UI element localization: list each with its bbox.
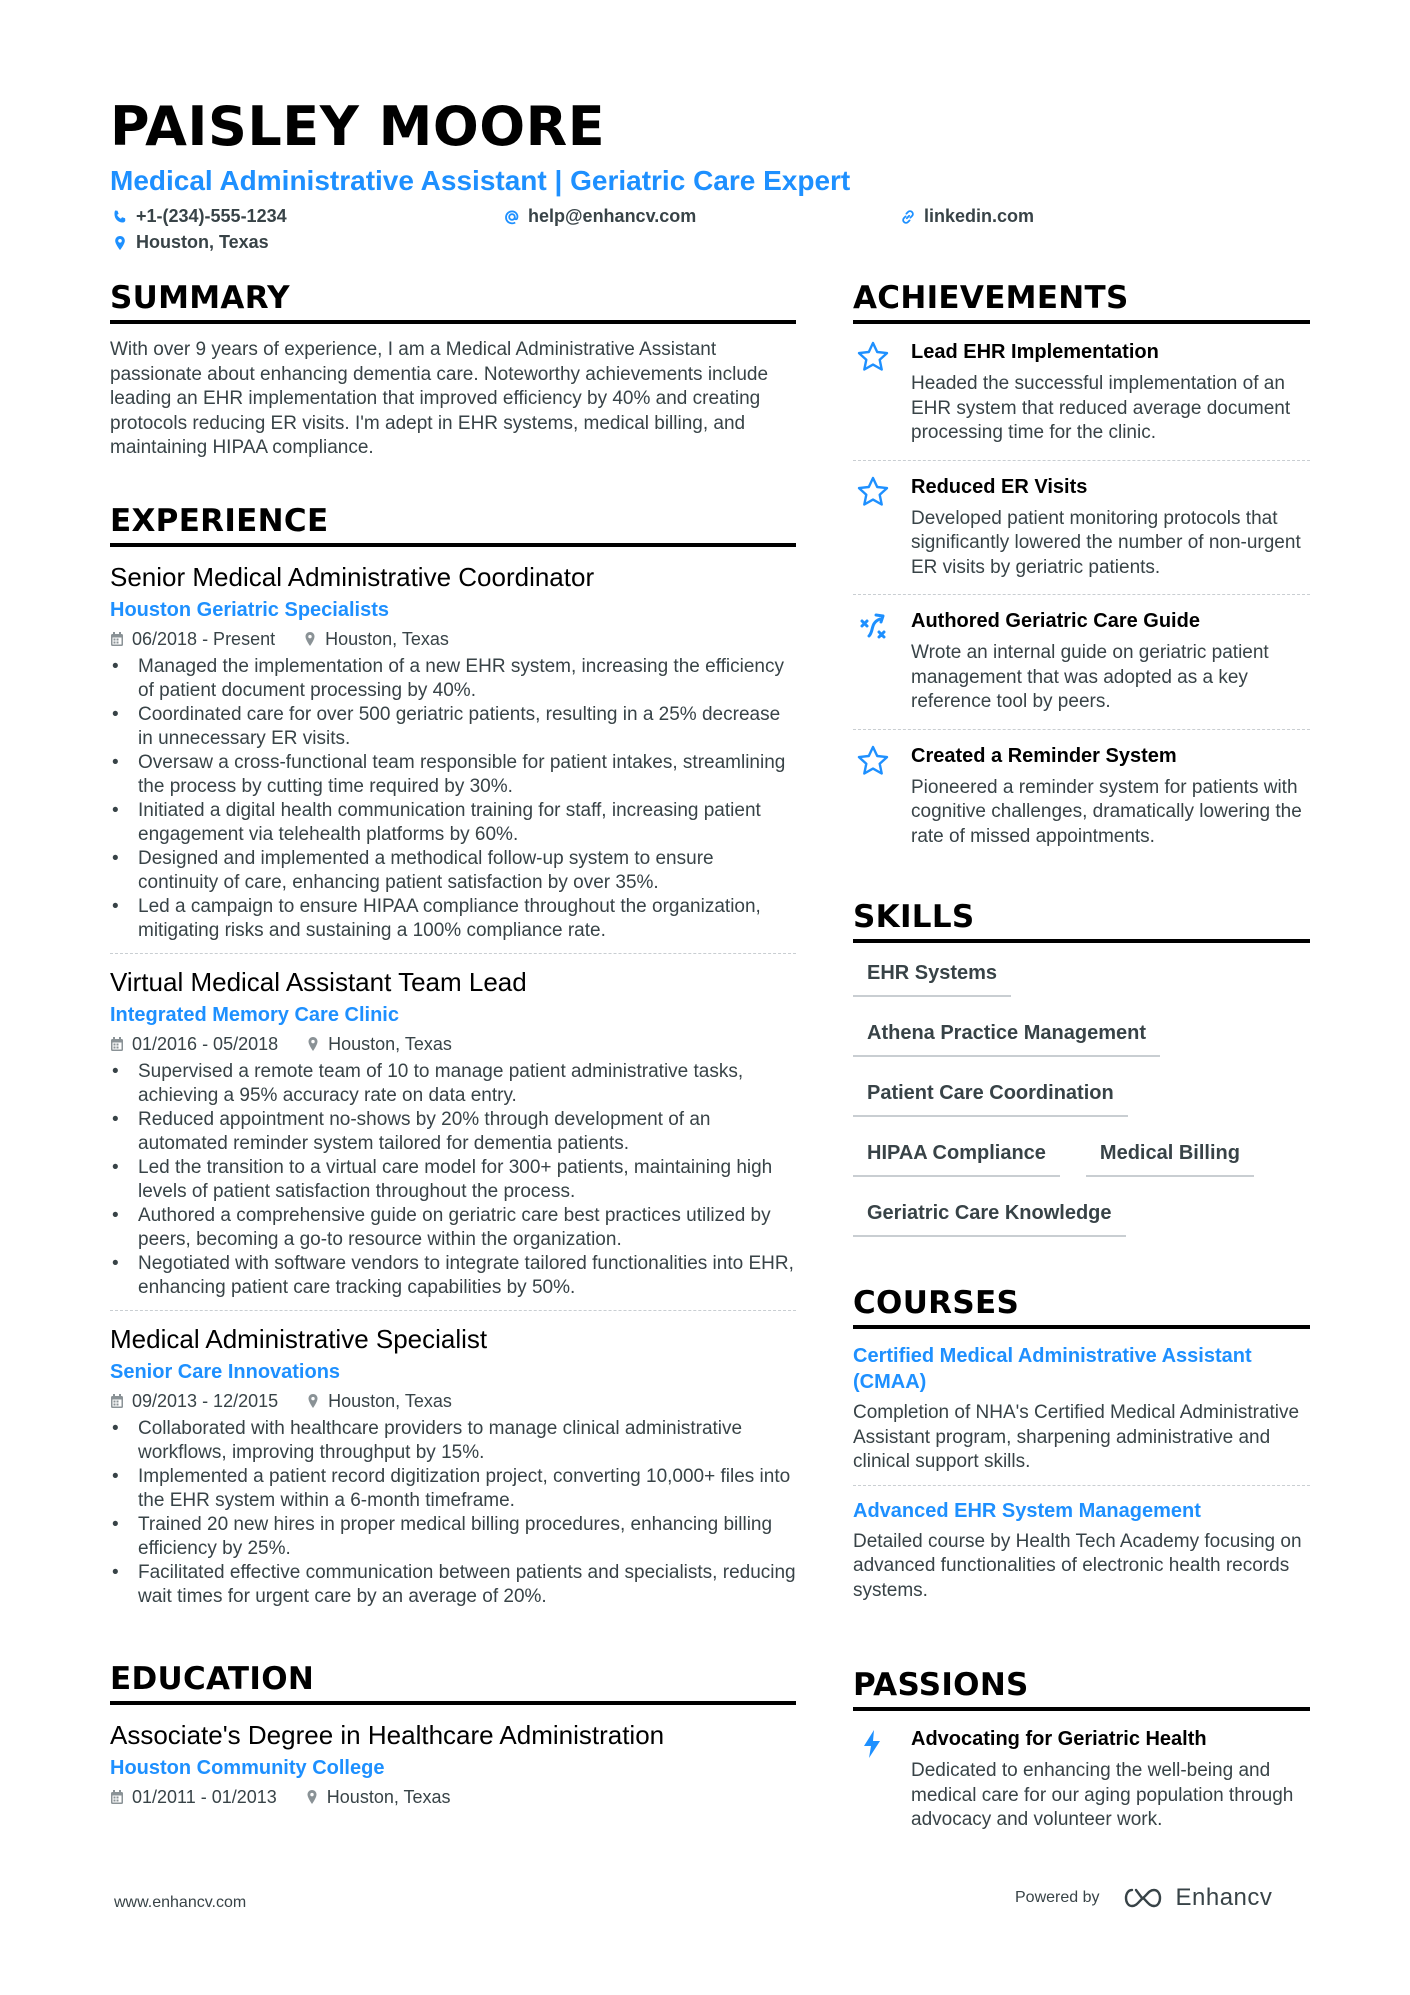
job-bullet: • Reduced appointment no-shows by 20% through development of an automated reminder system tailored for dementia patients. bbox=[110, 1108, 796, 1156]
achievement-desc: Developed patient monitoring protocols that significantly lowered the number of non-urgent ER visits by geriatric patients. bbox=[911, 507, 1301, 578]
achievement-item bbox=[853, 461, 1310, 596]
job-company: Integrated Memory Care Clinic bbox=[110, 1003, 399, 1026]
job-bullet: • Led a campaign to ensure HIPAA compliance throughout the organization, mitigating risks and sustaining a 100% compliance rate. bbox=[110, 895, 796, 943]
contact-email[interactable] bbox=[504, 206, 696, 227]
skills-heading: SKILLS bbox=[853, 897, 1310, 943]
job-title: Medical Administrative Specialist bbox=[110, 1323, 488, 1354]
skills-list bbox=[853, 953, 1310, 1237]
phone-text: +1-(234)-555-1234 bbox=[136, 206, 287, 226]
summary-section bbox=[110, 278, 796, 461]
resume-header bbox=[110, 96, 1310, 256]
job-bullet: • Negotiated with software vendors to integrate tailored functionalities into EHR, enhancing patient care tracking capabilities by 50%. bbox=[110, 1252, 796, 1300]
course-item bbox=[853, 1343, 1310, 1485]
achievement-desc: Headed the successful implementation of an EHR system that reduced average document processing time for the clinic. bbox=[911, 373, 1291, 443]
skill-tag: EHR Systems bbox=[853, 953, 1011, 997]
course-title: Certified Medical Administrative Assistant (CMAA) bbox=[853, 1345, 1252, 1393]
job-location bbox=[306, 1387, 452, 1415]
location-pin-icon bbox=[306, 1393, 320, 1409]
enhancv-logo[interactable] bbox=[1120, 1884, 1273, 1912]
footer-website[interactable]: www.enhancv.com bbox=[114, 1894, 247, 1911]
job-location bbox=[306, 1030, 452, 1058]
experience-section bbox=[110, 501, 796, 1619]
job-entry bbox=[110, 1310, 796, 1619]
job-location-text: Houston, Texas bbox=[328, 1390, 452, 1411]
job-meta bbox=[110, 1387, 796, 1415]
job-dates-text: 06/2018 - Present bbox=[132, 628, 276, 649]
job-bullet: • Supervised a remote team of 10 to manage patient administrative tasks, achieving a 95% accuracy rate on data entry. bbox=[110, 1060, 796, 1108]
achievement-item bbox=[853, 326, 1310, 461]
location-pin-icon bbox=[305, 1789, 319, 1805]
job-bullet: • Collaborated with healthcare providers to manage clinical administrative workflows, improving throughput by 15%. bbox=[110, 1417, 796, 1465]
education-location bbox=[305, 1783, 451, 1811]
job-dates bbox=[110, 1387, 278, 1415]
bolt-icon bbox=[856, 1727, 890, 1761]
job-bullet: • Authored a comprehensive guide on geriatric care best practices utilized by peers, becoming a go-to resource within the organization. bbox=[110, 1204, 796, 1252]
location-pin-icon bbox=[112, 235, 128, 251]
job-dates-text: 09/2013 - 12/2015 bbox=[132, 1390, 279, 1411]
job-bullet: • Managed the implementation of a new EHR system, increasing the efficiency of patient document processing by 40%. bbox=[110, 655, 796, 703]
skill-tag: Medical Billing bbox=[1086, 1133, 1254, 1177]
calendar-icon bbox=[110, 1036, 124, 1052]
job-entry bbox=[110, 561, 796, 953]
job-title: Senior Medical Administrative Coordinator bbox=[110, 561, 595, 592]
job-meta bbox=[110, 1030, 796, 1058]
achievement-desc: Wrote an internal guide on geriatric patient management that was adopted as a key reference tool by peers. bbox=[911, 642, 1269, 712]
job-dates bbox=[110, 1030, 278, 1058]
achievement-title: Lead EHR Implementation bbox=[911, 341, 1159, 363]
left-column bbox=[110, 278, 796, 1861]
job-bullet: • Designed and implemented a methodical follow-up system to ensure continuity of care, enhancing patient satisfaction by over 35%. bbox=[110, 847, 796, 895]
location-pin-icon bbox=[306, 1036, 320, 1052]
linkedin-text: linkedin.com bbox=[924, 206, 1035, 226]
powered-by-label: Powered by bbox=[1015, 1889, 1100, 1906]
education-meta bbox=[110, 1783, 796, 1811]
course-item bbox=[853, 1485, 1310, 1614]
job-meta bbox=[110, 625, 796, 653]
education-dates-text: 01/2011 - 01/2013 bbox=[132, 1786, 277, 1807]
right-column bbox=[853, 278, 1310, 1887]
job-bullet: • Initiated a digital health communication training for staff, increasing patient engagement via telehealth platforms by 60%. bbox=[110, 799, 796, 847]
achievement-item bbox=[853, 595, 1310, 730]
job-bullets bbox=[110, 1060, 796, 1300]
passion-item bbox=[853, 1713, 1310, 1847]
enhancv-brand-text: Enhancv bbox=[1175, 1884, 1273, 1911]
route-icon bbox=[856, 609, 890, 643]
location-pin-icon bbox=[303, 631, 317, 647]
job-bullet: • Facilitated effective communication between patients and specialists, reducing wait times for urgent care by an average of 20%. bbox=[110, 1561, 796, 1609]
calendar-icon bbox=[110, 631, 124, 647]
achievement-title: Reduced ER Visits bbox=[911, 475, 1088, 498]
job-bullets bbox=[110, 1417, 796, 1609]
candidate-headline: Medical Administrative Assistant | Geriatric Care Expert bbox=[110, 165, 851, 196]
calendar-icon bbox=[110, 1393, 124, 1409]
job-location-text: Houston, Texas bbox=[328, 1033, 452, 1054]
job-location bbox=[303, 625, 449, 653]
education-section bbox=[110, 1659, 796, 1821]
job-entry bbox=[110, 953, 796, 1310]
footer-brand bbox=[1015, 1884, 1272, 1912]
job-bullet: • Implemented a patient record digitization project, converting 10,000+ files into the EHR system within a 6-month timeframe. bbox=[110, 1465, 796, 1513]
star-icon bbox=[856, 340, 890, 374]
experience-heading: EXPERIENCE bbox=[110, 501, 796, 547]
contact-linkedin[interactable] bbox=[900, 206, 1034, 227]
job-location-text: Houston, Texas bbox=[325, 628, 449, 649]
job-company: Houston Geriatric Specialists bbox=[110, 598, 389, 621]
course-title: Advanced EHR System Management bbox=[853, 1499, 1201, 1522]
job-bullet: • Oversaw a cross-functional team responsible for patient intakes, streamlining the process by cutting time required by 30%. bbox=[110, 751, 796, 799]
skills-section bbox=[853, 897, 1310, 1237]
job-bullet: • Trained 20 new hires in proper medical billing procedures, enhancing billing efficiency by 25%. bbox=[110, 1513, 796, 1561]
phone-icon bbox=[112, 209, 128, 225]
summary-text: With over 9 years of experience, I am a Medical Administrative Assistant passionate about enhancing dementia care. Noteworthy achievements include leading an EHR implementation that improved efficiency by 40% and creating protocols reducing ER visits. I'm adept in EHR systems, medical billing, and maintaining HIPAA compliance. bbox=[110, 339, 769, 458]
achievement-title: Authored Geriatric Care Guide bbox=[911, 610, 1200, 632]
achievements-heading: ACHIEVEMENTS bbox=[853, 278, 1310, 324]
job-company: Senior Care Innovations bbox=[110, 1360, 341, 1383]
star-icon bbox=[856, 475, 890, 509]
summary-heading: SUMMARY bbox=[110, 278, 796, 324]
job-title: Virtual Medical Assistant Team Lead bbox=[110, 966, 527, 997]
calendar-icon bbox=[110, 1789, 124, 1805]
passion-desc: Dedicated to enhancing the well-being and medical care for our aging population through advocacy and volunteer work. bbox=[911, 1760, 1294, 1830]
degree-title: Associate's Degree in Healthcare Administration bbox=[110, 1719, 665, 1750]
passion-title: Advocating for Geriatric Health bbox=[911, 1728, 1207, 1750]
passions-section bbox=[853, 1665, 1310, 1847]
education-location-text: Houston, Texas bbox=[326, 1786, 451, 1807]
link-icon bbox=[900, 209, 916, 225]
course-desc: Completion of NHA's Certified Medical Administrative Assistant program, sharpening administrative and clinical support skills. bbox=[853, 1402, 1300, 1472]
star-icon bbox=[856, 744, 890, 778]
courses-heading: COURSES bbox=[853, 1283, 1310, 1329]
education-heading: EDUCATION bbox=[110, 1659, 796, 1705]
job-bullets bbox=[110, 655, 796, 943]
courses-section bbox=[853, 1283, 1310, 1613]
email-text: help@enhancv.com bbox=[528, 206, 697, 226]
contact-location bbox=[112, 232, 269, 253]
achievements-section bbox=[853, 278, 1310, 863]
location-text: Houston, Texas bbox=[136, 232, 269, 252]
school-name: Houston Community College bbox=[110, 1756, 385, 1779]
candidate-name: PAISLEY MOORE bbox=[110, 95, 606, 158]
passions-heading: PASSIONS bbox=[853, 1665, 1310, 1711]
job-dates bbox=[110, 625, 275, 653]
skill-tag: Geriatric Care Knowledge bbox=[853, 1193, 1126, 1237]
skill-tag: Athena Practice Management bbox=[853, 1013, 1160, 1057]
job-bullet: • Coordinated care for over 500 geriatric patients, resulting in a 25% decrease in unnecessary ER visits. bbox=[110, 703, 796, 751]
skill-tag: Patient Care Coordination bbox=[853, 1073, 1128, 1117]
skill-tag: HIPAA Compliance bbox=[853, 1133, 1060, 1177]
achievement-item bbox=[853, 730, 1310, 864]
contact-info bbox=[110, 202, 1310, 256]
job-bullet: • Led the transition to a virtual care model for 300+ patients, maintaining high levels of patient satisfaction throughout the process. bbox=[110, 1156, 796, 1204]
achievement-title: Created a Reminder System bbox=[911, 744, 1177, 767]
at-icon bbox=[504, 209, 520, 225]
enhancv-logo-icon bbox=[1120, 1885, 1166, 1911]
contact-phone[interactable] bbox=[112, 206, 287, 227]
course-desc: Detailed course by Health Tech Academy focusing on advanced functionalities of electronic health records systems. bbox=[853, 1530, 1302, 1601]
education-dates bbox=[110, 1783, 277, 1811]
job-dates-text: 01/2016 - 05/2018 bbox=[132, 1033, 279, 1054]
achievement-desc: Pioneered a reminder system for patients with cognitive challenges, dramatically lowering the rate of missed appointments. bbox=[911, 776, 1302, 847]
education-entry bbox=[110, 1719, 796, 1821]
